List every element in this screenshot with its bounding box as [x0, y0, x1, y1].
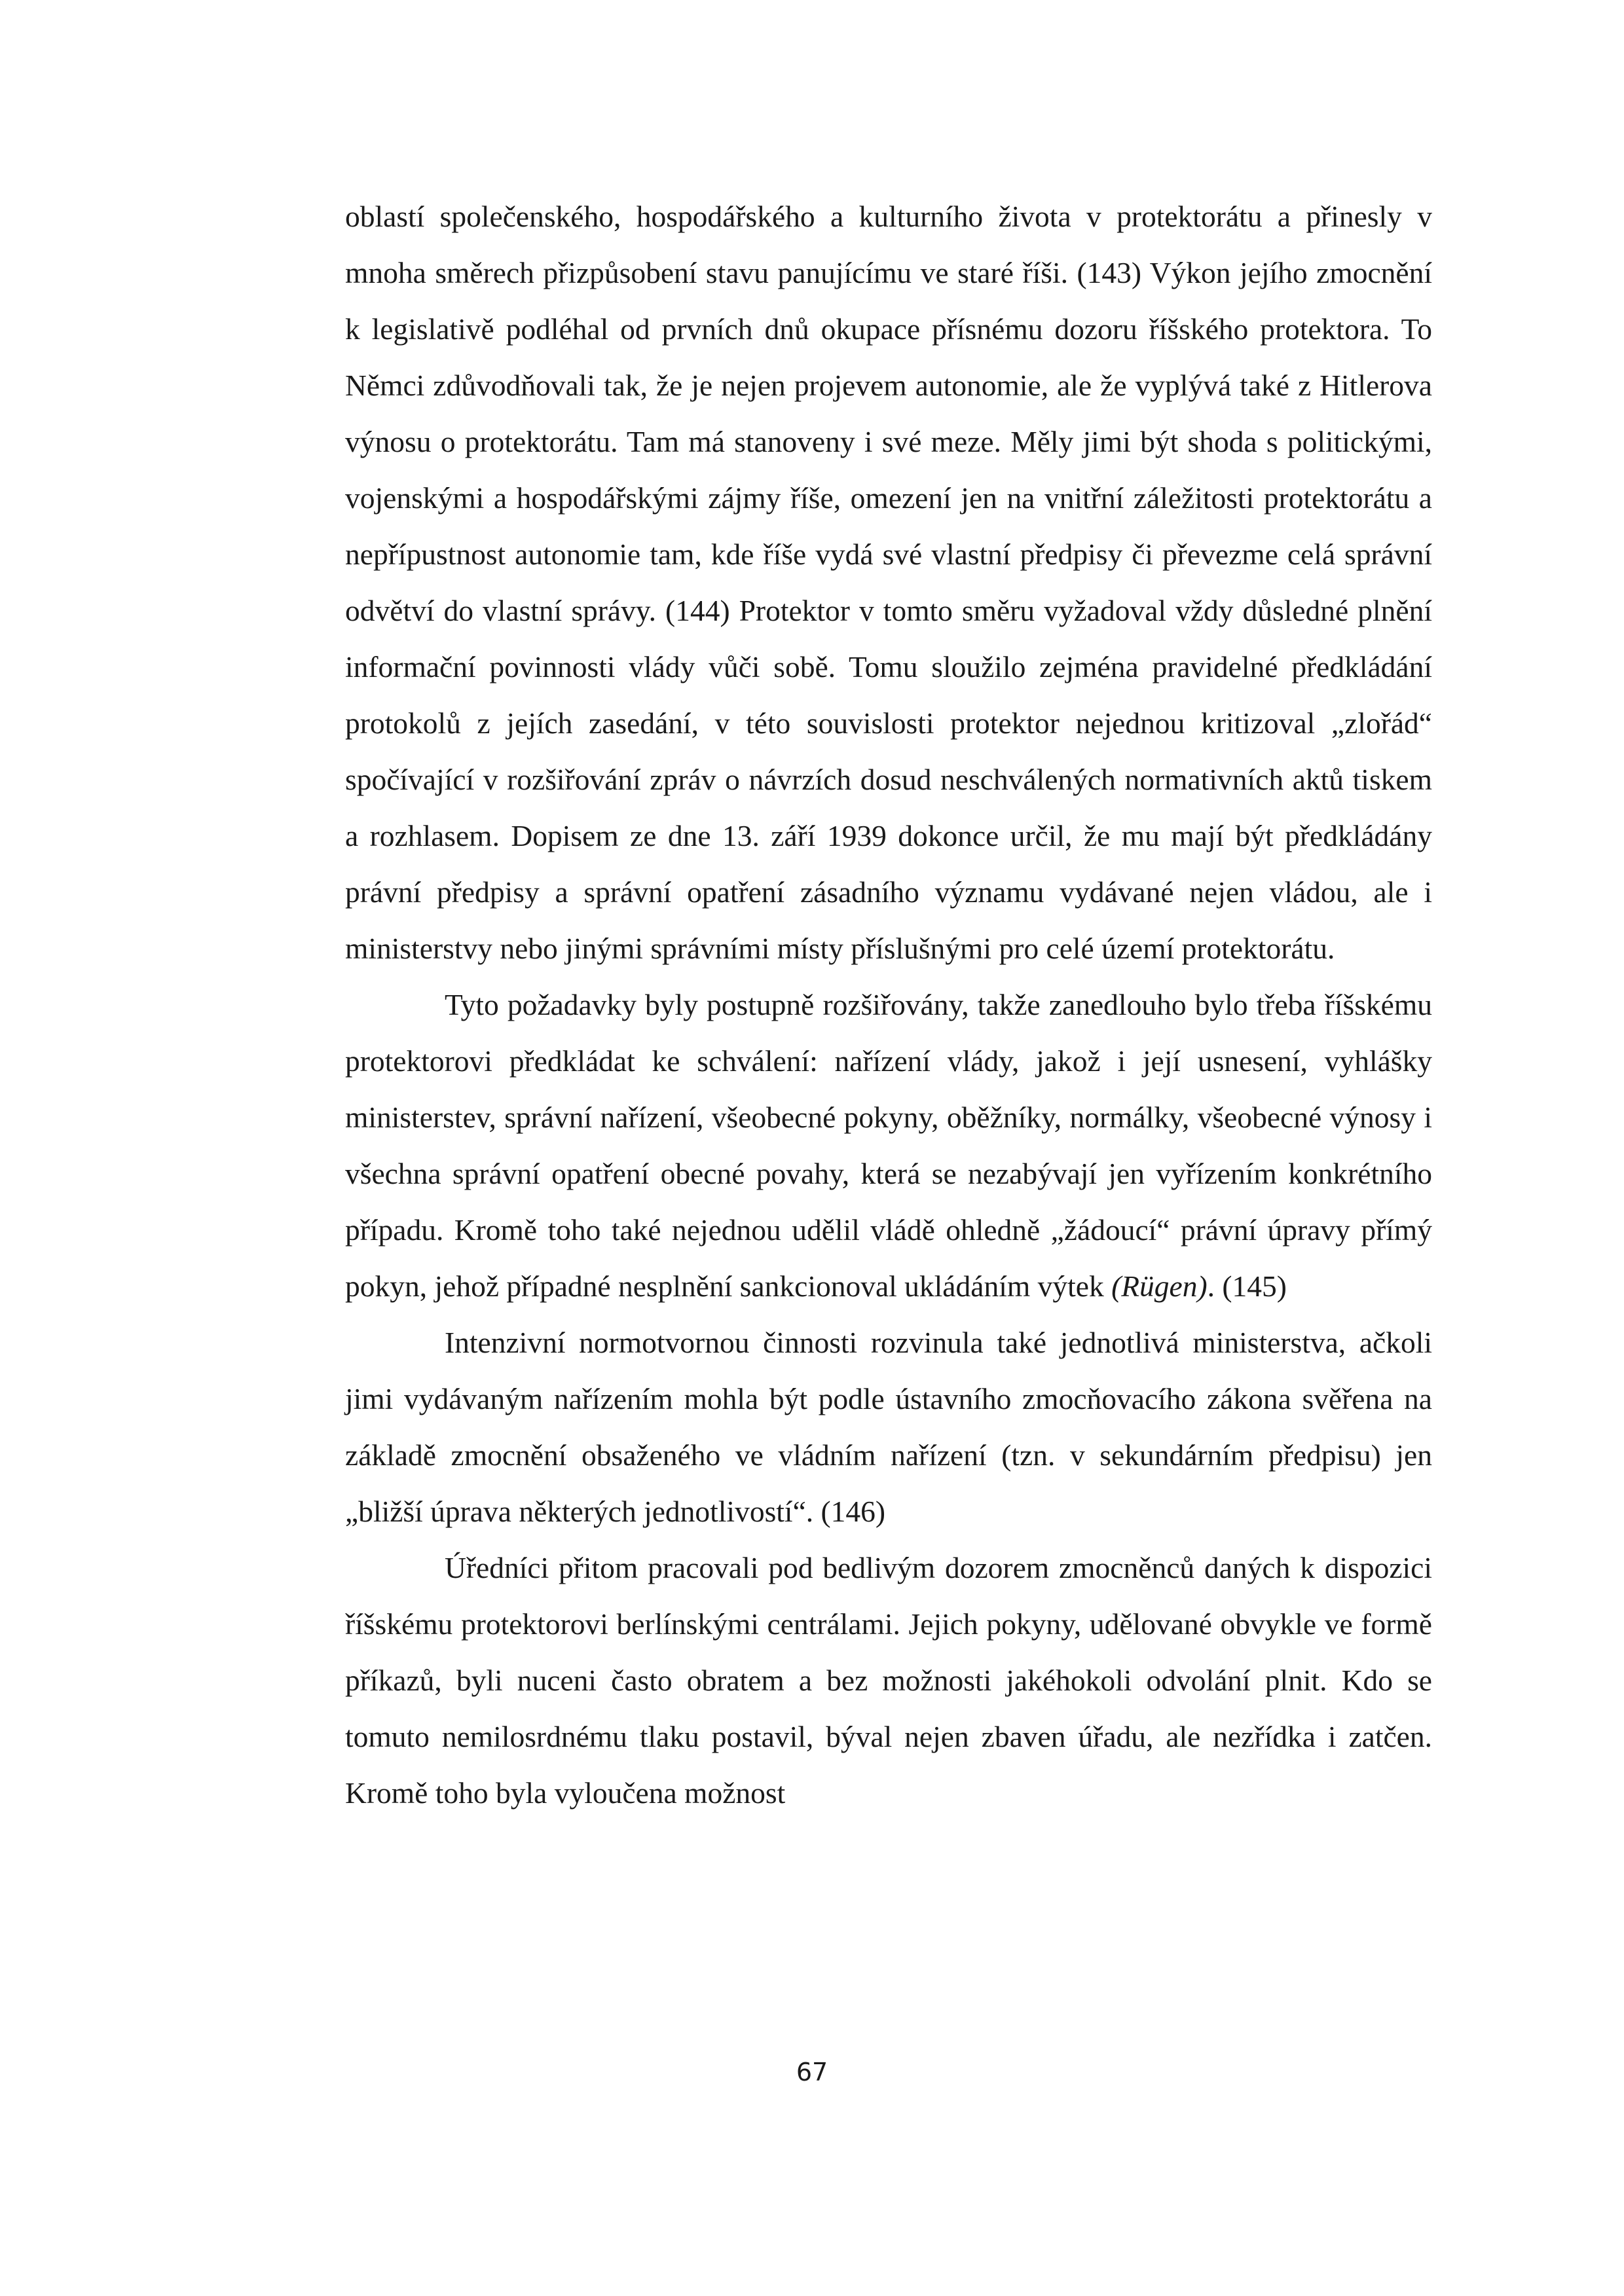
paragraph-2-text: Tyto požadavky byly postupně rozšiřovány, takže zanedlouho bylo třeba říšskému protektorovi předkládat ke schválení: nařízení vlády, jakož i její usnesení, vyhlášky ministerstev, správní nařízení, všeobecné pokyny, oběžníky, normálky, všeobecné výnosy i všechna správní opatření obecné povahy, která se nezabývají jen vyřízením konkrétního případu. Kromě toho také nejednou udělil vládě ohledně „žádoucí“ právní úpravy přímý pokyn, jehož případné nesplnění sankcionoval ukládáním výtek: [345, 988, 1432, 1303]
page-number: 67: [796, 2058, 828, 2086]
paragraph-4: Úředníci přitom pracovali pod bedlivým dozorem zmocněnců daných k dispozici říšskému protektorovi berlínskými centrálami. Jejich pokyny, udělované obvykle ve formě příkazů, byli nuceni často obratem a bez možnosti jakéhokoli odvolání plnit. Kdo se tomuto nemilosrdnému tlaku postavil, býval nejen zbaven úřadu, ale nezřídka i zatčen. Kromě toho byla vyloučena možnost: [345, 1551, 1432, 1810]
paragraph-3: Intenzivní normotvornou činnosti rozvinula také jednotlivá ministerstva, ačkoli jimi vydávaným nařízením mohla být podle ústavního zmocňovacího zákona svěřena na základě zmocnění obsaženého ve vládním nařízení (tzn. v sekundárním předpisu) jen „bližší úprava některých jednotlivostí“. (146): [345, 1326, 1432, 1528]
paragraph-2: [345, 977, 1432, 1315]
body-text: [345, 189, 1432, 1821]
paragraph-1: oblastí společenského, hospodářského a kulturního života v protektorátu a přinesly v mnoha směrech přizpůsobení stavu panujícímu ve staré říši. (143) Výkon jejího zmocnění k legislativě podléhal od prvních dnů okupace přísnému dozoru říšského protektora. To Němci zdůvodňovali tak, že je nejen projevem autonomie, ale že vyplývá také z Hitlerova výnosu o protektorátu. Tam má stanoveny i své meze. Měly jimi být shoda s politickými, vojenskými a hospodářskými zájmy říše, omezení jen na vnitřní záležitosti protektorátu a nepřípustnost autonomie tam, kde říše vydá své vlastní předpisy či převezme celá správní odvětví do vlastní správy. (144) Protektor v tomto směru vyžadoval vždy důsledné plnění informační povinnosti vlády vůči sobě. Tomu sloužilo zejména pravidelné předkládání protokolů z jejích zasedání, v této souvislosti protektor nejednou kritizoval „zlořád“ spočívající v rozšiřování zpráv o návrzích dosud neschválených normativních aktů tiskem a rozhlasem. Dopisem ze dne 13. září 1939 dokonce určil, že mu mají být předkládány právní předpisy a správní opatření zásadního významu vydávané nejen vládou, ale i ministerstvy nebo jinými správními místy příslušnými pro celé území protektorátu.: [345, 200, 1432, 965]
paragraph-2-citation: . (145): [1207, 1269, 1287, 1303]
paragraph-2-italic-term: (Rügen): [1111, 1269, 1208, 1303]
